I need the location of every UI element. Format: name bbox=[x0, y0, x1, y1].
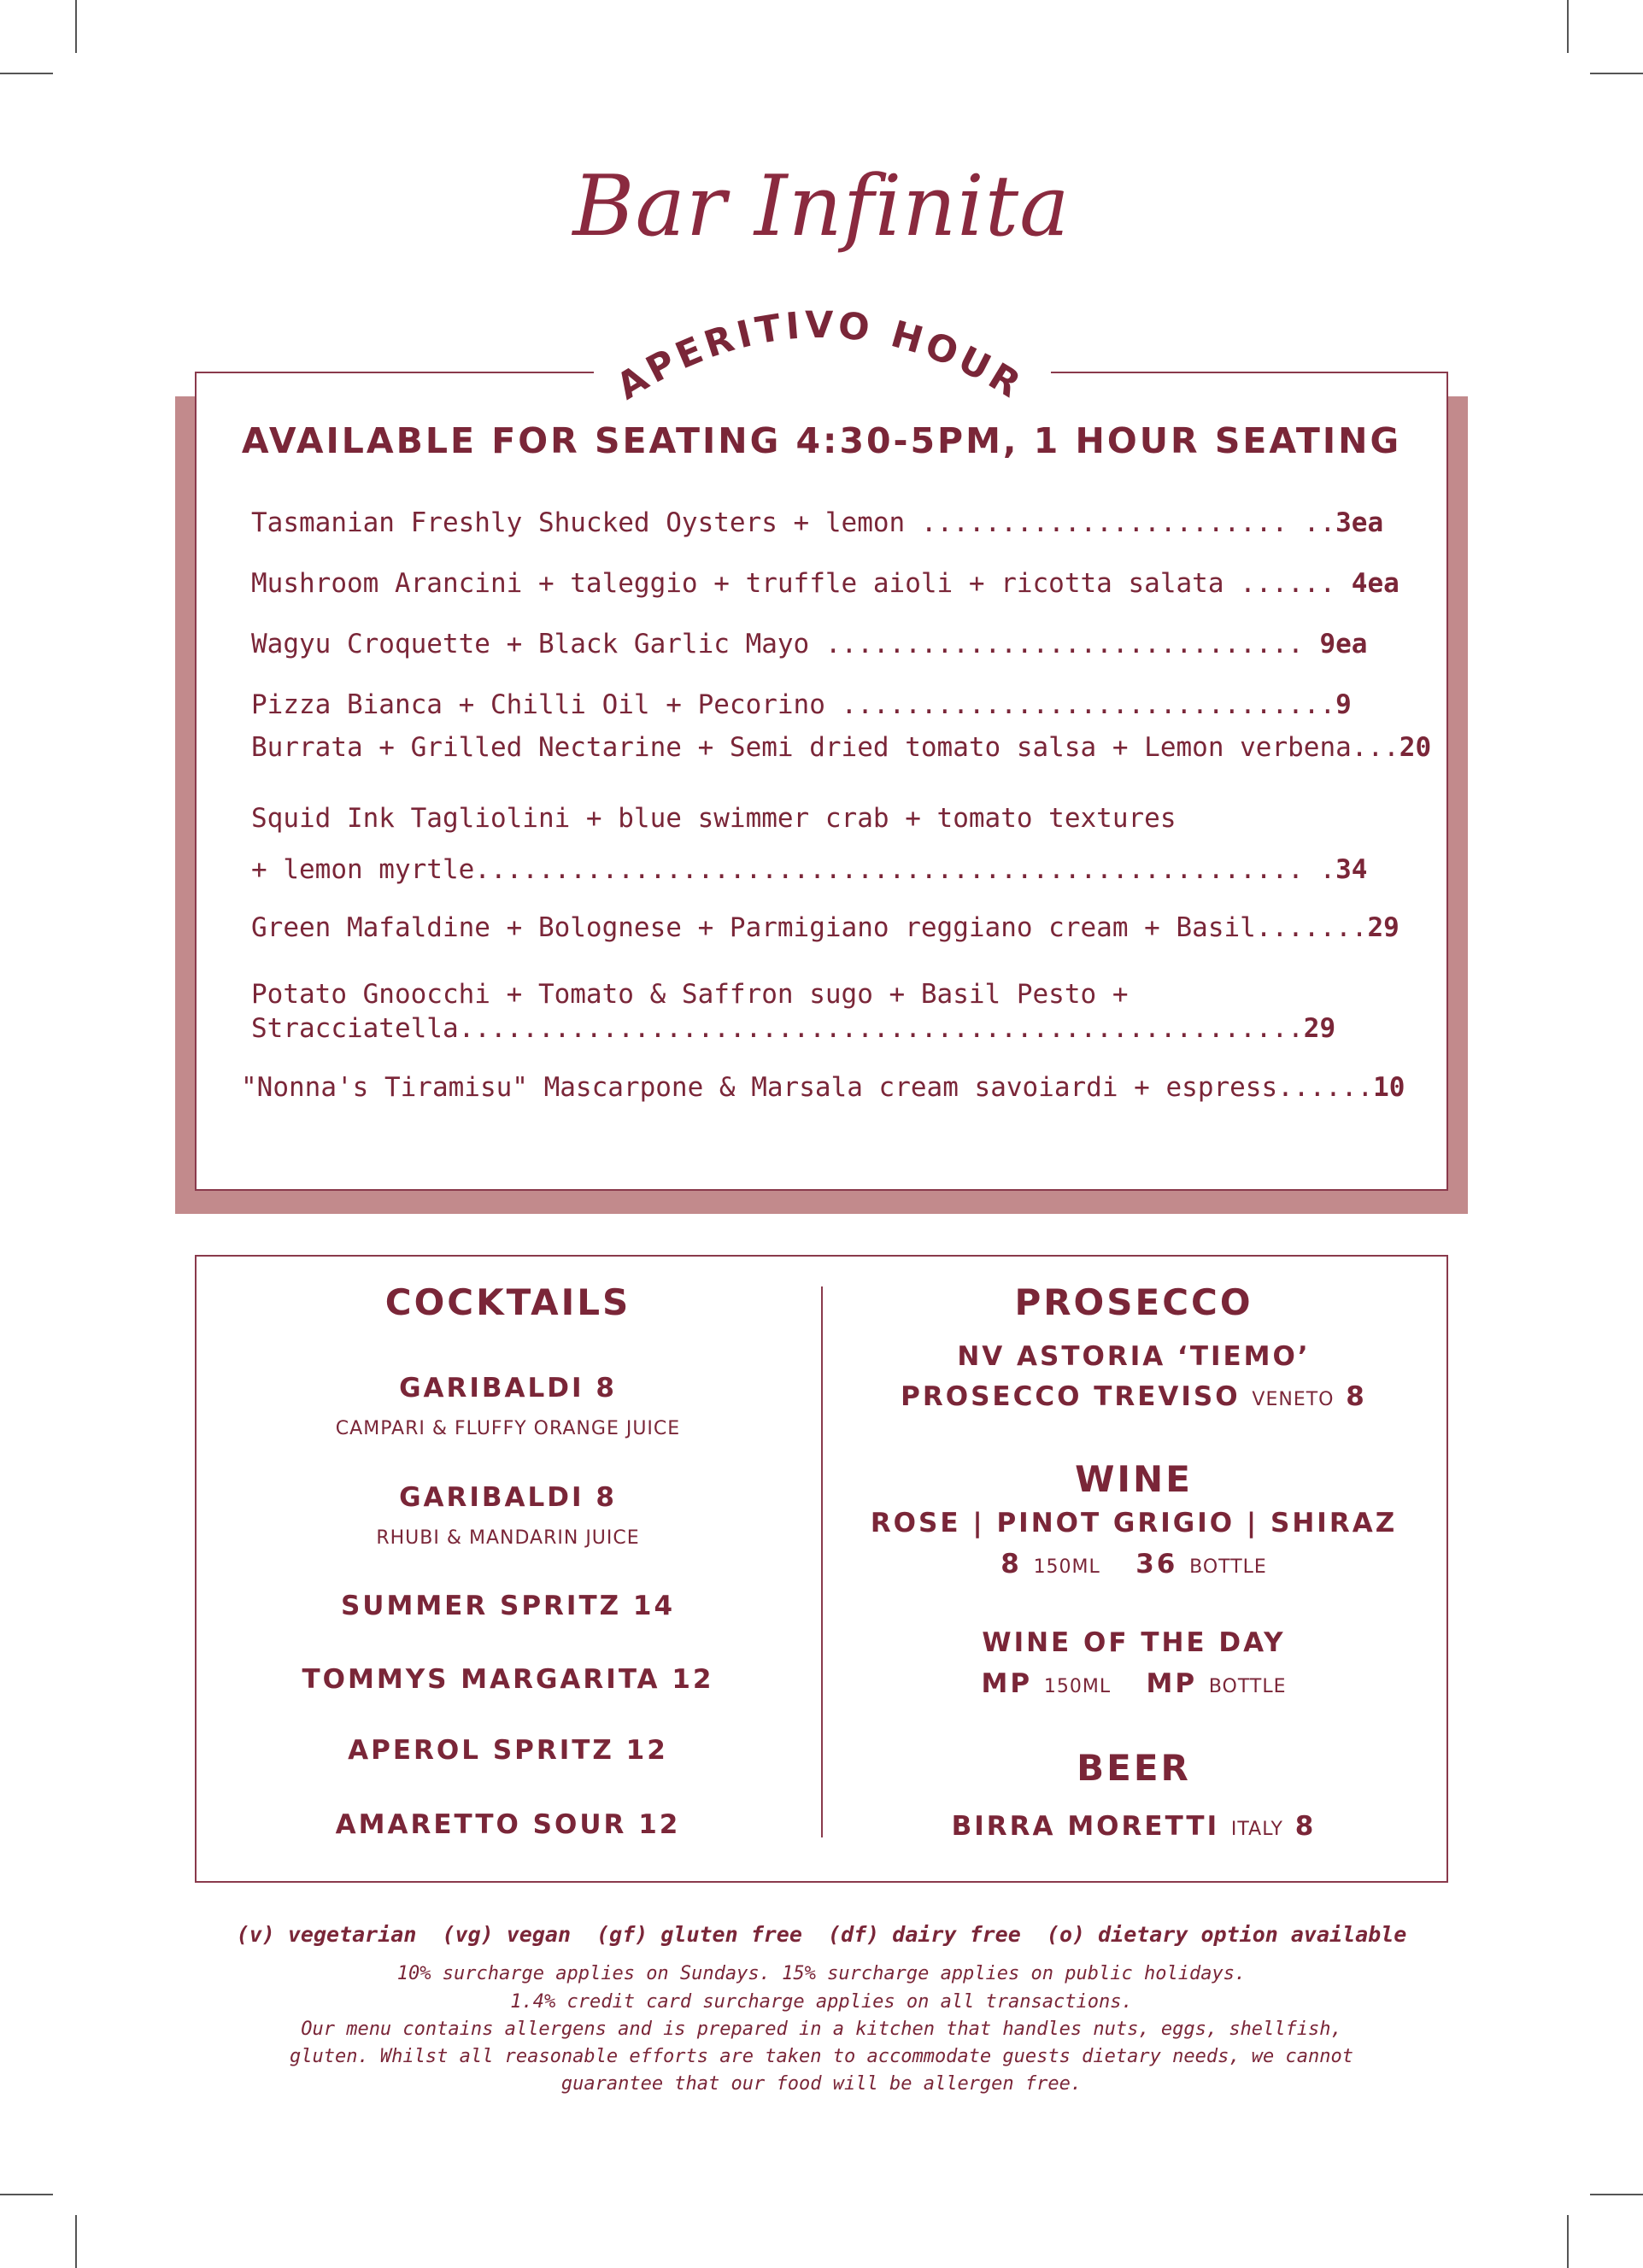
prosecco-region: VENETO bbox=[1252, 1389, 1335, 1410]
item-price: 9 bbox=[1335, 689, 1352, 720]
seating-info: AVAILABLE FOR SEATING 4:30-5PM, 1 HOUR SEATING bbox=[241, 420, 1402, 461]
cocktail-name: AMARETTO SOUR 12 bbox=[335, 1809, 681, 1840]
wine-glass-unit: 150ML bbox=[1033, 1556, 1100, 1578]
item-price: 3ea bbox=[1335, 507, 1384, 538]
wine-of-the-day-heading: WINE OF THE DAY bbox=[982, 1627, 1286, 1658]
crop-mark bbox=[75, 2215, 77, 2268]
beer-line bbox=[823, 1811, 1445, 1842]
logo: Bar Infinita bbox=[572, 158, 1071, 255]
prosecco-name: NV ASTORIA ‘TIEMO’ bbox=[957, 1341, 1311, 1372]
menu-item bbox=[251, 732, 1431, 763]
crop-mark bbox=[1567, 0, 1569, 53]
item-text: Squid Ink Tagliolini + blue swimmer crab + tomato textures bbox=[251, 803, 1177, 834]
item-price: 34 bbox=[1335, 854, 1368, 885]
item-price: 29 bbox=[1367, 912, 1399, 943]
allergen-note: guarantee that our food will be allergen free. bbox=[560, 2073, 1083, 2095]
menu-item bbox=[251, 629, 1367, 659]
wine-bottle-unit: BOTTLE bbox=[1189, 1556, 1267, 1578]
item-text: "Nonna's Tiramisu" Mascarpone & Marsala cream savoiardi + espress...... bbox=[241, 1072, 1374, 1103]
menu-item bbox=[241, 1072, 1405, 1103]
item-text: Tasmanian Freshly Shucked Oysters + lemon ....................... .. bbox=[251, 507, 1336, 538]
menu-item bbox=[251, 803, 1177, 834]
cocktail-name: TOMMYS MARGARITA 12 bbox=[302, 1664, 714, 1695]
beer-heading: BEER bbox=[1077, 1747, 1191, 1789]
menu-item bbox=[251, 979, 1129, 1010]
item-price: 4ea bbox=[1351, 568, 1399, 599]
item-text: Potato Gnoocchi + Tomato & Saffron sugo + Basil Pesto + bbox=[251, 979, 1129, 1010]
cocktail-description: CAMPARI & FLUFFY ORANGE JUICE bbox=[335, 1418, 681, 1439]
allergen-note: gluten. Whilst all reasonable efforts are taken to accommodate guests dietary needs, we cannot bbox=[289, 2046, 1354, 2067]
cocktail-description: RHUBI & MANDARIN JUICE bbox=[376, 1527, 640, 1549]
crop-mark bbox=[1590, 2194, 1643, 2195]
item-text: Pizza Bianca + Chilli Oil + Pecorino ............................... bbox=[251, 689, 1336, 720]
cocktails-heading: COCKTAILS bbox=[384, 1281, 631, 1323]
cocktail-name: SUMMER SPRITZ 14 bbox=[340, 1591, 676, 1621]
cocktail-name: GARIBALDI 8 bbox=[399, 1373, 617, 1404]
item-text: Wagyu Croquette + Black Garlic Mayo .............................. bbox=[251, 629, 1320, 659]
aperitivo-title-text: APERITIVO HOUR bbox=[609, 303, 1031, 409]
wotd-glass-unit: 150ML bbox=[1043, 1676, 1112, 1697]
prosecco-origin: PROSECCO TREVISO bbox=[901, 1381, 1241, 1412]
item-text: + lemon myrtle.................................................... . bbox=[251, 854, 1336, 885]
wine-bottle-price: 36 bbox=[1135, 1549, 1178, 1579]
wine-prices bbox=[823, 1549, 1445, 1579]
menu-item bbox=[251, 507, 1383, 538]
allergen-note: Our menu contains allergens and is prepared in a kitchen that handles nuts, eggs, shellfish, bbox=[301, 2019, 1342, 2040]
crop-mark bbox=[1567, 2215, 1569, 2268]
menu-item bbox=[251, 854, 1367, 885]
item-text: Burrata + Grilled Nectarine + Semi dried tomato salsa + Lemon verbena... bbox=[251, 732, 1399, 763]
prosecco-heading: PROSECCO bbox=[1014, 1281, 1253, 1323]
beer-region: ITALY bbox=[1230, 1819, 1283, 1840]
beer-name: BIRRA MORETTI bbox=[951, 1811, 1220, 1842]
item-text: Stracciatella..................................................... bbox=[251, 1013, 1304, 1044]
dietary-legend: (v) vegetarian (vg) vegan (gf) gluten free (df) dairy free (o) dietary option available bbox=[236, 1922, 1407, 1947]
cocktail-name: GARIBALDI 8 bbox=[399, 1482, 617, 1513]
wotd-bottle-unit: BOTTLE bbox=[1208, 1676, 1287, 1697]
wine-of-the-day-prices bbox=[823, 1668, 1445, 1699]
wotd-bottle-price: MP bbox=[1146, 1668, 1198, 1699]
menu-item bbox=[251, 1013, 1335, 1044]
aperitivo-box bbox=[195, 372, 1448, 1191]
cocktail-name: APEROL SPRITZ 12 bbox=[348, 1735, 668, 1766]
item-price: 10 bbox=[1373, 1072, 1405, 1103]
crop-mark bbox=[75, 0, 77, 53]
aperitivo-hour-title bbox=[598, 295, 1042, 414]
wine-varieties: ROSE | PINOT GRIGIO | SHIRAZ bbox=[870, 1508, 1398, 1538]
svg-text:APERITIVO HOUR bbox=[609, 304, 1031, 408]
item-price: 9ea bbox=[1319, 629, 1368, 659]
item-price: 29 bbox=[1303, 1013, 1336, 1044]
crop-mark bbox=[1590, 73, 1643, 74]
card-surcharge-note: 1.4% credit card surcharge applies on all transactions. bbox=[510, 1991, 1133, 2013]
wotd-glass-price: MP bbox=[981, 1668, 1033, 1699]
item-text: Green Mafaldine + Bolognese + Parmigiano reggiano cream + Basil....... bbox=[251, 912, 1368, 943]
prosecco-price: 8 bbox=[1346, 1381, 1367, 1412]
item-text: Mushroom Arancini + taleggio + truffle aioli + ricotta salata ...... bbox=[251, 568, 1352, 599]
item-price: 20 bbox=[1399, 732, 1432, 763]
beer-price: 8 bbox=[1294, 1811, 1317, 1842]
crop-mark bbox=[0, 2194, 53, 2195]
menu-item bbox=[251, 568, 1399, 599]
wine-heading: WINE bbox=[1075, 1458, 1193, 1500]
menu-item bbox=[251, 912, 1399, 943]
crop-mark bbox=[0, 73, 53, 74]
surcharge-note: 10% surcharge applies on Sundays. 15% surcharge applies on public holidays. bbox=[396, 1963, 1247, 1984]
menu-item bbox=[251, 689, 1352, 720]
wine-glass-price: 8 bbox=[1000, 1549, 1022, 1579]
prosecco-line bbox=[823, 1381, 1445, 1412]
